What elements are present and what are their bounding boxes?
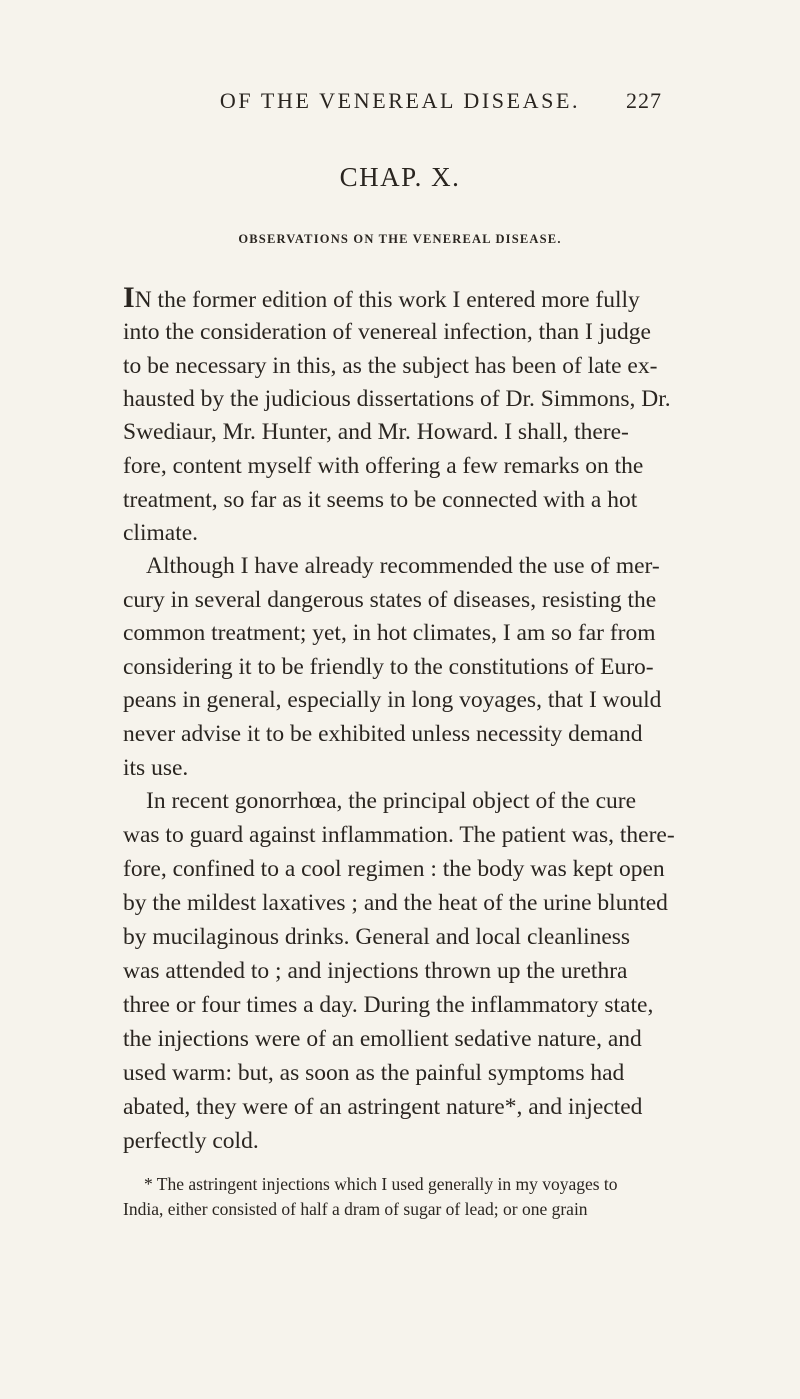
text-line: In recent gonorrhœa, the principal object of the cure	[146, 788, 637, 814]
text-line: its use.	[123, 755, 189, 781]
text-line: fore, content myself with offering a few remarks on the	[123, 453, 644, 479]
text-line: Although I have already recommended the use of mer-	[146, 553, 660, 579]
text-line: used warm: but, as soon as the painful symptoms had	[123, 1060, 625, 1086]
text-line: by the mildest laxatives ; and the heat of the urine blunted	[123, 890, 668, 916]
running-head: OF THE VENEREAL DISEASE.	[219, 88, 581, 113]
text-line: common treatment; yet, in hot climates, I am so far from	[123, 620, 656, 646]
text-line: perfectly cold.	[123, 1128, 259, 1154]
text-line: never advise it to be exhibited unless necessity demand	[123, 721, 643, 747]
text-line: abated, they were of an astringent nature*, and injected	[123, 1094, 643, 1120]
text-line: the injections were of an emollient sedative nature, and	[123, 1026, 642, 1052]
text-line: by mucilaginous drinks. General and local cleanliness	[123, 924, 631, 950]
page-number: 227	[626, 88, 662, 113]
chapter-title: CHAP. X.	[339, 162, 461, 192]
first-line-rest: N the former edition of this work I entered more fully	[134, 287, 640, 313]
footnote-line: * The astringent injections which I used generally in my voyages to	[144, 1174, 618, 1194]
text-line: was attended to ; and injections thrown up the urethra	[123, 958, 628, 984]
text-line: was to guard against inflammation. The patient was, there-	[123, 822, 675, 848]
section-heading: OBSERVATIONS ON THE VENEREAL DISEASE.	[238, 232, 562, 246]
text-line: fore, confined to a cool regimen : the body was kept open	[123, 856, 665, 882]
text-line: peans in general, especially in long voyages, that I would	[123, 687, 662, 713]
text-line	[123, 281, 640, 315]
text-line: treatment, so far as it seems to be connected with a hot	[123, 487, 638, 513]
footnote-line: India, either consisted of half a dram of sugar of lead; or one grain	[123, 1199, 588, 1219]
text-line: considering it to be friendly to the constitutions of Euro-	[123, 654, 654, 680]
text-line: hausted by the judicious dissertations of Dr. Simmons, Dr.	[123, 386, 671, 412]
text-line: into the consideration of venereal infection, than I judge	[123, 319, 651, 345]
text-line: cury in several dangerous states of diseases, resisting the	[123, 587, 657, 613]
text-line: three or four times a day. During the inflammatory state,	[123, 992, 654, 1018]
text-line: climate.	[123, 520, 199, 546]
text-line: Swediaur, Mr. Hunter, and Mr. Howard. I shall, there-	[123, 419, 629, 445]
text-line: to be necessary in this, as the subject has been of late ex-	[123, 353, 658, 379]
drop-cap: I	[123, 281, 135, 314]
